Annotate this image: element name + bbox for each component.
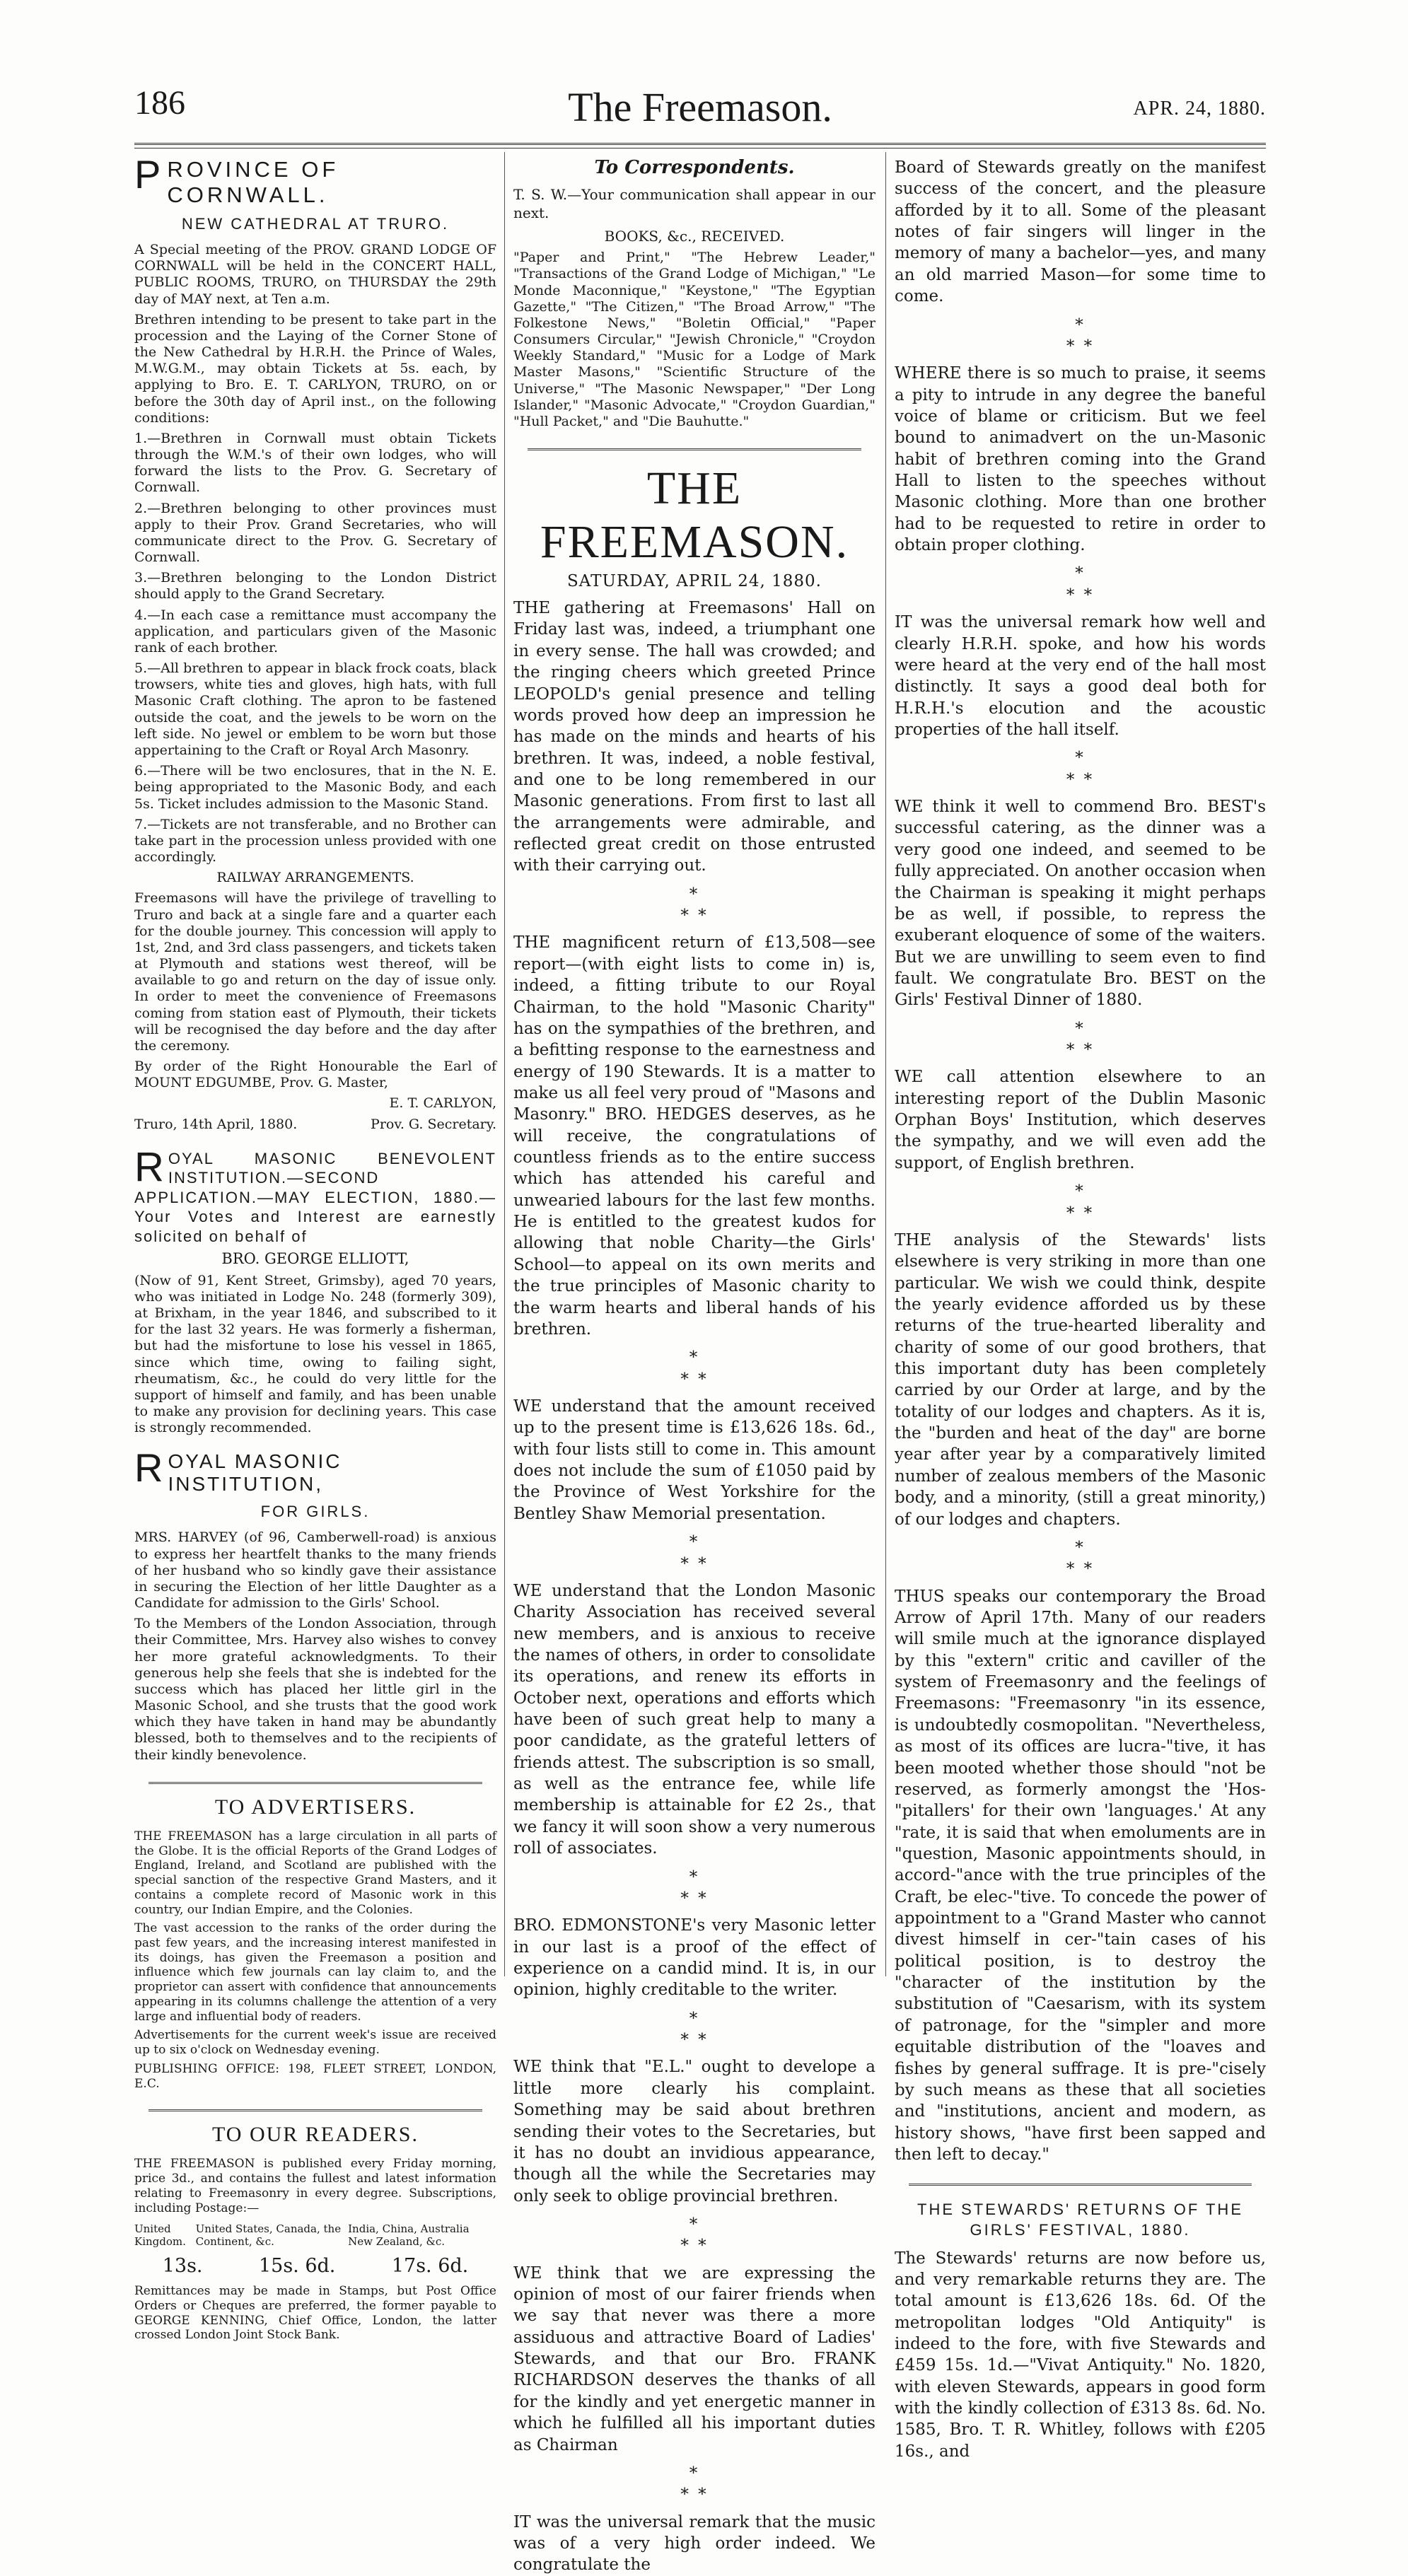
column-2 xyxy=(513,157,875,2575)
asterism: * * * xyxy=(1066,315,1095,356)
editorial-paragraph: WE think it well to commend Bro. BEST's successful catering, as the dinner was a very good one indeed, and seemed to be fully appreciated. On another occasion when the Chairman is speaking it might perhaps be as well, if possible, to repress the exuberant eloquence of some of the waiters. But we are unwilling to seem even to find fault. We congratulate Bro. BEST on the Girls' Festival Dinner of 1880. xyxy=(895,798,1266,1010)
returns-heading: THE STEWARDS' RETURNS OF THE GIRLS' FESTIVAL, 1880. xyxy=(917,2201,1243,2239)
readers-notice xyxy=(134,2123,496,2343)
correspondents-section xyxy=(513,157,875,430)
price-regions xyxy=(134,2222,496,2248)
editorial-paragraph: Board of Stewards greatly on the manifest success of the concert, and the pleasure afforded by it to all. Some of the pleasant notes of fair singers will linger in the memory of many a bachelor—yes, and many an old married Mason—for some time to come. xyxy=(895,158,1266,306)
publishing-office: PUBLISHING OFFICE: 198, FLEET STREET, LONDON, E.C. xyxy=(134,2061,496,2091)
editorial-paragraph: IT was the universal remark that the music was of a very high order indeed. We congratulate the xyxy=(513,2512,875,2575)
asterism: * * * xyxy=(680,1348,709,1389)
editorial-paragraph: BRO. EDMONSTONE's very Masonic letter in our last is a proof of the effect of experience on a candid mind. It is, in our opinion, highly creditable to the writer. xyxy=(513,1916,875,2000)
asterism: * * * xyxy=(1066,1019,1095,1060)
books-heading: BOOKS, &c., RECEIVED. xyxy=(604,227,785,245)
asterism: * * * xyxy=(1066,564,1095,605)
section-rule xyxy=(528,448,861,450)
asterism: * * * xyxy=(1066,749,1095,789)
signature-title: Prov. G. Secretary. xyxy=(371,1116,496,1132)
cornwall-heading: PROVINCE OF CORNWALL. xyxy=(134,152,339,207)
paragraph: 6.—There will be two enclosures, that in the N. E. being appropriated to the Masonic Body, and each 5s. Ticket includes admission to the Masonic Stand. xyxy=(134,763,496,812)
railway-heading: RAILWAY ARRANGEMENTS. xyxy=(216,870,414,886)
editorial-paragraph: WE think that we are expressing the opinion of most of our fairer friends when we say that never was there a more assiduous and attractive Board of Ladies' Stewards, and that our Bro. FRANK RICHARDSON deserves the thanks of all for the kindly and yet energetic manner in which he fulfilled all his important duties as Chairman xyxy=(513,2263,875,2454)
editorial-paragraph: IT was the universal remark how well and clearly H.R.H. spoke, and how his words were heard at the very end of the hall most distinctly. It says a good deal both for H.R.H.'s elocution and the acoustic properties of the hall itself. xyxy=(895,613,1266,739)
region-label: India, China, Australia New Zealand, &c. xyxy=(348,2222,470,2249)
section-rule xyxy=(909,2184,1252,2186)
editorial-paragraph: WE call attention elsewhere to an interesting report of the Dublin Masonic Orphan Boys' Institution, which deserves the sympathy, and we will even add the support, of English brethren. xyxy=(895,1068,1266,1172)
column-divider xyxy=(504,152,505,1976)
girls-heading: ROYAL MASONIC INSTITUTION, xyxy=(134,1445,342,1496)
asterism: * * * xyxy=(680,2009,709,2050)
price-value: 13s. xyxy=(162,2255,203,2278)
cornwall-subheading: NEW CATHEDRAL AT TRURO. xyxy=(181,215,450,233)
paragraph: MRS. HARVEY (of 96, Camberwell-road) is anxious to express her heartfelt thanks to the many friends of her husband who so kindly gave their assistance in securing the Election of her little Daughter as a Candidate for admission to the Girls' School. xyxy=(134,1529,496,1612)
dateline: SATURDAY, APRIL 24, 1880. xyxy=(567,572,822,591)
asterism: * * * xyxy=(680,2464,709,2505)
asterism: * * * xyxy=(680,885,709,926)
column-1 xyxy=(134,152,496,2343)
section-rule xyxy=(149,1782,482,1784)
editorial-paragraph: WE understand that the amount received up to the present time is £13,626 18s. 6d., with four lists still to come in. This amount does not include the sum of £1050 paid by the Province of West Yorkshire for the Bentley Shaw Memorial presentation. xyxy=(513,1397,875,1523)
editorial-paragraph: THE analysis of the Stewards' lists elsewhere is very striking in more than one particular. We wish we could think, despite the yearly evidence afforded us by these returns of the true-hearted liberality and charity of some of our good brothers, that this important duty has been completely carried by our Order at large, and by the totality of our lodges and chapters. As it is, the "burden and heat of the day" are borne year after year by a comparatively limited number of zealous members of the Masonic body, and a minority, (still a great minority,) of our lodges and chapters. xyxy=(895,1230,1266,1529)
signature-name: E. T. CARLYON, xyxy=(389,1095,496,1112)
paragraph: 5.—All brethren to appear in black frock coats, black trowsers, white ties and gloves, high hats, with full Masonic Craft clothing. The apron to be fastened outside the coat, and the jewels to be worn on the left side. No jewel or emblem to be worn but those appertaining to the Craft or Royal Arch Masonry. xyxy=(134,660,496,758)
price-values xyxy=(134,2255,496,2277)
editorial-paragraph: WE think that "E.L." ought to develope a little more clearly his complaint. Something may be said about brethren sending their votes to the Secretaries, but it has no doubt an invidious appearance, though all the while the Secretaries may only seek to oblige provincial brethren. xyxy=(513,2058,875,2205)
section-rule xyxy=(149,2109,482,2111)
paragraph: 3.—Brethren belonging to the London District should apply to the Grand Secretary. xyxy=(134,570,496,602)
correspondent-note: T. S. W.—Your communication shall appear in our next. xyxy=(513,186,875,222)
editorial-paragraph: THUS speaks our contemporary the Broad Arrow of April 17th. Many of our readers will smile much at the ignorance displayed by this "extern" critic and caviller of the system of Freemasonry and the feelings of Freemasons: "Freemasonry "in its essence, is undoubtedly cosmopolitan. "Nevertheless, as most of its offices are lucra-"tive, it has been mooted whether those should "not be reserved, as formerly amongst the 'Hos-"pitallers' for their own 'languages.' At any "rate, it is said that when emoluments are in "question, Masonic appointments should, in accord-"ance with the true principles of the Craft, be elec-"tive. To concede the power of appointment to a "Grand Master who cannot divest himself in cer-"tain cases of his political position, is to destroy the "character of the institution by the substitution of "Caesarism, with its system of patronage, for the "simpler and more equitable distribution of the "loaves and fishes by general suffrage. It is pre-"cisely by such means as these that all societies and "institutions, ancient and modern, as history shows, "have first been sapped and then left to decay." xyxy=(895,1587,1266,2164)
page-title: The Freemason. xyxy=(568,84,832,130)
editorial-paragraph: THE magnificent return of £13,508—see report—(with eight lists to come in) is, indeed, a fitting tribute to our Royal Chairman, to the hold "Masonic Charity" has on the sympathies of the brethren, and a befitting response to the earnestness and energy of 190 Stewards. It is a matter to make us all feel very proud of "Masons and Masonry." BRO. HEDGES deserves, as he will receive, the congratulations of countless friends as to the entire success which has attended his careful and unwearied labours for the last few months. He is entitled to the greatest kudos for allowing that noble Charity—the Girls' School—to appeal on its own merits and the true principles of Masonic charity to the warm hearts and liberal hands of his brethren. xyxy=(513,933,875,1339)
price-value: 17s. 6d. xyxy=(391,2255,469,2278)
paragraph: Advertisements for the current week's issue are received up to six o'clock on Wednesday evening. xyxy=(134,2028,496,2058)
masthead: THE FREEMASON. xyxy=(540,462,849,569)
benevolent-name: BRO. GEORGE ELLIOTT, xyxy=(221,1250,409,1268)
column-divider xyxy=(885,152,886,1976)
region-label: United Kingdom. xyxy=(134,2222,186,2249)
paragraph: 2.—Brethren belonging to other provinces must apply to their Prov. Grand Secretaries, who will communicate direct to the Prov. G. Secretary of Cornwall. xyxy=(134,500,496,566)
page-date: APR. 24, 1880. xyxy=(1133,98,1266,120)
paragraph: By order of the Right Honourable the Earl of MOUNT EDGUMBE, Prov. G. Master, xyxy=(134,1059,496,1091)
benevolent-heading: ROYAL MASONIC BENEVOLENT INSTITUTION.—SECOND APPLICATION.—MAY ELECTION, 1880.—Your Votes and Interest are earnestly solicited on behalf of xyxy=(134,1143,496,1245)
paragraph: A Special meeting of the PROV. GRAND LODGE OF CORNWALL will be held in the CONCERT HALL, PUBLIC ROOMS, TRURO, on THURSDAY the 29th day of MAY next, at Ten a.m. xyxy=(134,242,496,307)
paragraph: 7.—Tickets are not transferable, and no Brother can take part in the procession unless provided with one accordingly. xyxy=(134,816,496,866)
paragraph: Brethren intending to be present to take part in the procession and the Laying of the Corner Stone of the New Cathedral by H.R.H. the Prince of Wales, M.W.G.M., may obtain Tickets at 5s. each, by applying to Bro. E. T. CARLYON, TRURO, on or before the 30th day of April inst., on the following conditions: xyxy=(134,311,496,426)
girls-notice xyxy=(134,1445,496,1763)
cornwall-notice xyxy=(134,152,496,1132)
asterism: * * * xyxy=(680,1867,709,1908)
advertisers-heading: TO ADVERTISERS. xyxy=(214,1795,417,1819)
asterism: * * * xyxy=(680,1533,709,1573)
editorial-paragraph: The Stewards' returns are now before us, and very remarkable returns they are. The total amount is £13,626 18s. 6d. Of the metropolitan lodges "Old Antiquity" is indeed to the fore, with five Stewards and £459 15s. 1d.—"Vivat Antiquity." No. 1820, with eleven Stewards, appears in good form with the kindly collection of £313 8s. 6d. No. 1585, Bro. T. R. Whitley, follows with £205 16s., and xyxy=(895,2249,1266,2461)
region-label: United States, Canada, the Continent, &c. xyxy=(195,2222,342,2249)
advertisers-notice xyxy=(134,1795,496,2091)
editorial-paragraph: THE gathering at Freemasons' Hall on Friday last was, indeed, a triumphant one in every sense. The hall was crowded; and the ringing cheers which greeted Prince LEOPOLD's genial presence and telling words proved how deep an impression he has made on the minds and hearts of his brethren. It was, indeed, a noble festival, and one to be long remembered in our Masonic generations. From first to last all the arrangements were admirable, and reflected great credit on those entrusted with their carrying out. xyxy=(513,599,875,875)
paragraph: Freemasons will have the privilege of travelling to Truro and back at a single fare and a quarter each for the double journey. This concession will apply to 1st, 2nd, and 3rd class passengers, and tickets taken at Plymouth and stations west thereof, will be available to go and return on the day of issue only. In order to meet the convenience of Freemasons coming from station east of Plymouth, their tickets will be recognised the day before and the day after the ceremony. xyxy=(134,890,496,1054)
paragraph: (Now of 91, Kent Street, Grimsby), aged 70 years, who was initiated in Lodge No. 248 (formerly 309), at Brixham, in the year 1846, and subscribed to it for the last 32 years. He was formerly a fisherman, but had the misfortune to lose his vessel in 1865, since which time, owing to failing sight, rheumatism, &c., he could do very little for the support of himself and family, and has been unable to make any provision for declining years. This case is strongly recommended. xyxy=(134,1272,496,1436)
editorial-paragraph: WHERE there is so much to praise, it seems a pity to intrude in any degree the baneful voice of blame or criticism. But we feel bound to animadvert on the un-Masonic habit of brethren coming into the Grand Hall to listen to the speeches without Masonic clothing. More than one brother had to be requested to retire in order to obtain proper clothing. xyxy=(895,364,1266,555)
page-number: 186 xyxy=(134,84,185,122)
asterism: * * * xyxy=(1066,1538,1095,1579)
signature-place: Truro, 14th April, 1880. xyxy=(134,1116,298,1132)
benevolent-notice xyxy=(134,1143,496,1437)
page-header xyxy=(134,83,1266,140)
paragraph: The vast accession to the ranks of the order during the past few years, and the increasing interest manifested in its doings, has given the Freemason a position and influence which few journals can lay claim to, and the proprietor can assert with confidence that announcements appearing in its columns challenge the attention of a very large and influential body of readers. xyxy=(134,1921,496,2024)
paragraph: THE FREEMASON has a large circulation in all parts of the Globe. It is the official Reports of the Grand Lodges of England, Ireland, and Scotland are published with the special sanction of the respective Grand Masters, and it contains a complete record of Masonic work in this country, our Indian Empire, and the Colonies. xyxy=(134,1829,496,1917)
paragraph: To the Members of the London Association, through their Committee, Mrs. Harvey also wishes to convey her more grateful acknowledgments. To their generous help she feels that she is indebted for the success which has placed her little girl in the Masonic School, and she trusts that the good work which they have taken in hand may be abundantly blessed, both to themselves and to the recipients of their kindly benevolence. xyxy=(134,1616,496,1763)
price-value: 15s. 6d. xyxy=(258,2255,336,2278)
books-list: "Paper and Print," "The Hebrew Leader," "Transactions of the Grand Lodge of Michigan," "Le Monde Maconnique," "Keystone," "The Egyptian Gazette," "The Citizen," "The Broad Arrow," "The Folkestone News," "Boletin Official," "Paper Consumers Circular," "Jewish Chronicle," "Croydon Weekly Standard," "Music for a Lodge of Mark Master Masons," "Scientific Structure of the Universe," "The Masonic Newspaper," "Der Long Islander," "Masonic Advocate," "Croydon Guardian," "Hull Packet," and "Die Bauhutte." xyxy=(513,250,875,429)
header-rule xyxy=(134,143,1266,148)
girls-subheading: FOR GIRLS. xyxy=(260,1503,371,1521)
asterism: * * * xyxy=(680,2215,709,2256)
paragraph: THE FREEMASON is published every Friday morning, price 3d., and contains the fullest and latest information relating to Freemasonry in every degree. Subscriptions, including Postage:— xyxy=(134,2157,496,2215)
paragraph: 1.—Brethren in Cornwall must obtain Tickets through the W.M.'s of their own lodges, who will forward the lists to the Prov. G. Secretary of Cornwall. xyxy=(134,430,496,496)
paragraph: Remittances may be made in Stamps, but Post Office Orders or Cheques are preferred, the former payable to GEORGE KENNING, Chief Office, London, the latter crossed London Joint Stock Bank. xyxy=(134,2284,496,2343)
readers-heading: TO OUR READERS. xyxy=(212,2123,419,2147)
signature-line xyxy=(134,1117,496,1132)
column-3 xyxy=(895,157,1266,2461)
correspondents-heading: To Correspondents. xyxy=(594,157,795,178)
editorial-paragraph: WE understand that the London Masonic Charity Association has received several new members, and is anxious to receive the names of others, in order to consolidate its operations, and renew its efforts in October next, operations and efforts which have been of such great help to many a poor candidate, as the grateful letters of friends attest. The subscription is so small, as well as the entrance fee, while life membership is attainable for £2 2s., that we fancy it will soon show a very numerous roll of associates. xyxy=(513,1581,875,1858)
paragraph: 4.—In each case a remittance must accompany the application, and particulars given of the Masonic rank of each brother. xyxy=(134,607,496,655)
asterism: * * * xyxy=(1066,1182,1095,1223)
